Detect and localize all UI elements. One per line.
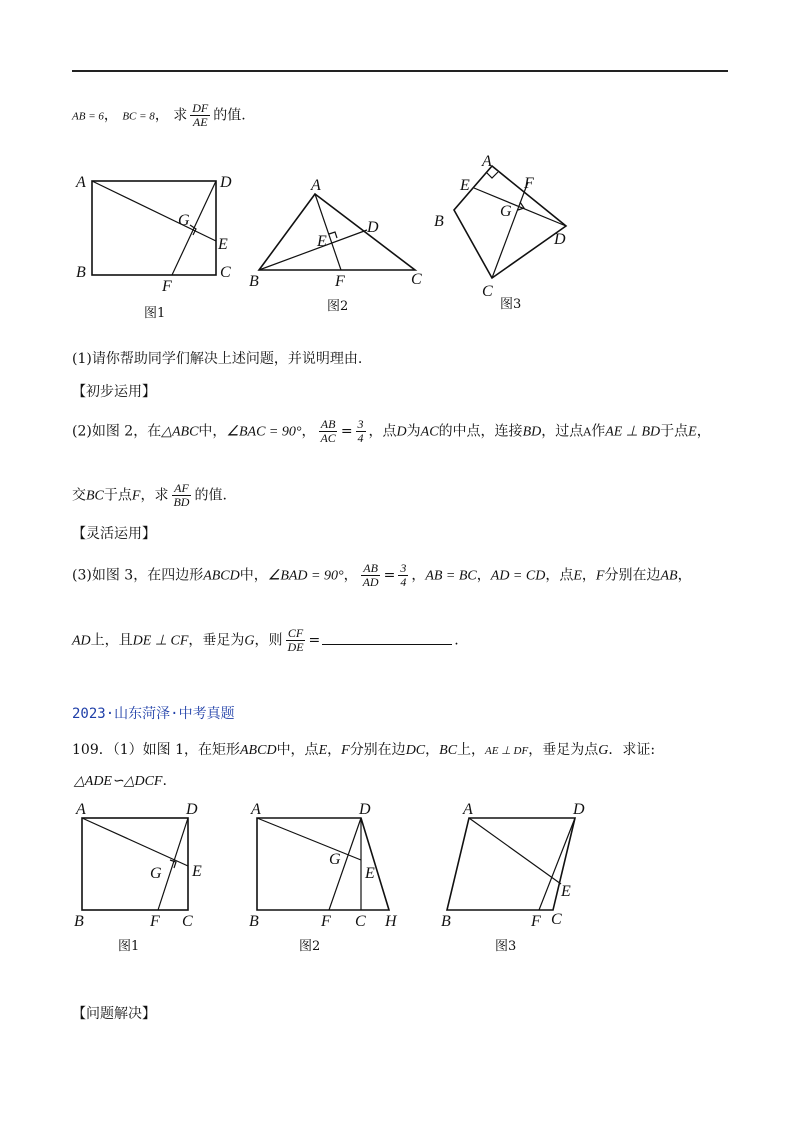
label-b: B [434,213,444,230]
parallelogram-abcd [447,818,575,910]
q2-text: 的值. [194,487,227,504]
quadrilateral-abcd [454,166,566,278]
label-a: A [463,801,473,818]
caption-fig3: 图3 [500,297,522,312]
label-g: G [150,865,162,882]
q2-text: ，过点 [541,423,584,440]
q2-point: F [131,488,141,504]
q2-text: 作 [591,423,606,440]
label-g: G [329,851,341,868]
label-a: A [311,177,321,194]
q2-angle: ∠BAC = 90° [226,424,302,440]
label-f: F [335,273,345,290]
frac-num: AB [320,417,336,431]
q109-perp: AE ⊥ DF [485,745,529,757]
q2-text: ， [696,423,711,440]
q2-fraction-ab-ac [318,418,337,445]
q3-text: 中， [239,567,268,584]
label-f: F [321,913,331,930]
q2-text: 于点 [660,423,689,440]
fraction-df-ae [190,102,210,129]
label-e: E [317,233,327,250]
frac-den: 4 [357,431,364,445]
label-c: C [220,264,231,281]
frac-num: 3 [357,417,364,431]
label-f: F [162,278,172,295]
label-a: A [76,174,86,191]
answer-blank[interactable] [322,630,452,645]
q2-text: ，求 [140,487,169,504]
q3-text: . [454,632,459,649]
question-3-line-2 [72,627,459,654]
frac-num: CF [287,626,304,640]
label-g: G [178,212,190,229]
q2-fraction-af-bd [171,482,191,509]
frac-den: AD [362,575,379,589]
label-c: C [411,271,422,288]
label-d: D [573,801,585,818]
segment-ae [257,818,361,860]
q3-text: = [308,632,321,649]
q3-text: ， [343,567,358,584]
q2-segment: AC [420,424,439,440]
q109-text: 上， [457,742,486,758]
ask-prefix: 求 [173,107,188,124]
q2-eq: = [340,423,353,440]
top-figure-2 [245,170,435,320]
label-c: C [551,911,562,928]
label-e: E [218,236,228,253]
q2-point: E [688,424,697,440]
label-c: C [482,283,493,300]
bottom-figure-2 [245,798,425,958]
q2-segment: BC [86,488,104,504]
q2-text: ，点 [368,423,397,440]
given-ab: AB = 6 [72,110,104,123]
caption-fig2: 图2 [327,299,349,314]
q2-perp: AE ⊥ BD [605,424,661,440]
q3-segment: AB [660,568,678,584]
tag-problem: 【问题解决】 [72,1006,156,1022]
q3-fraction-cf-de [286,627,306,654]
label-a: A [482,153,492,170]
label-d: D [367,219,379,236]
q3-eq: = [383,567,396,584]
right-angle-mark-a [486,172,498,178]
label-f: F [524,175,534,192]
q3-text: (3)如图 3，在四边形 [72,567,204,584]
label-a: A [251,801,261,818]
question-109-line-2 [74,771,167,792]
bottom-figure-3 [435,798,615,958]
q3-angle: ∠BAD = 90° [267,568,344,584]
label-c: C [182,913,193,930]
label-e: E [365,865,375,882]
given-bc: BC = 8 [122,110,155,123]
label-b: B [76,264,86,281]
label-b: B [249,913,259,930]
top-figure-3 [430,150,600,315]
segment-ae [82,818,188,866]
caption-fig3: 图3 [495,939,517,954]
q3-text: ， [581,567,596,584]
q2-point: A [583,425,592,439]
q3-fraction-3-4 [398,562,408,589]
tag-initial: 【初步运用】 [72,384,156,400]
label-c: C [355,913,366,930]
q109-similar: △ADE∽△DCF [74,774,163,789]
q109-text: ， [327,742,342,758]
question-1: (1)请你帮助同学们解决上述问题，并说明理由. [72,351,363,367]
label-d: D [554,231,566,248]
caption-fig2: 图2 [299,939,321,954]
q3-equation: AB = BC [425,568,477,584]
segment-ed [474,188,566,226]
q3-point: E [573,568,582,584]
label-g: G [500,203,512,220]
label-b: B [249,273,259,290]
q2-text: ， [301,423,316,440]
q2-text: 中， [198,423,227,440]
label-e: E [561,883,571,900]
q3-perp: DE ⊥ CF [132,633,189,649]
q2-text: 为 [406,423,421,440]
segment-ae [469,818,561,884]
rectangle-abcd [82,818,188,910]
header-rule [72,70,728,72]
frac-den: 4 [400,575,407,589]
frac-num: DF [192,101,209,115]
q3-point: G [244,633,255,649]
q2-fraction-3-4 [356,418,366,445]
q109-text: . [162,773,167,789]
trapezoid-abhd [257,818,389,910]
q3-equation: AD = CD [490,568,546,584]
rectangle-abcd [92,181,216,275]
label-f: F [531,913,541,930]
label-f: F [150,913,160,930]
question-2-line-2 [72,482,227,509]
q109-text: 中，点 [276,742,319,758]
q2-text: 于点 [103,487,132,504]
q3-text: 上，且 [90,632,133,649]
frac-num: AB [363,561,378,575]
q3-text: ， [677,567,692,584]
bottom-figure-1 [70,798,230,958]
label-e: E [460,177,470,194]
q3-fraction-ab-ad [361,562,381,589]
q109-point: F [341,743,350,758]
frac-den: BD [173,495,190,509]
q2-point: D [396,424,407,440]
intro-line: AB = 6， BC = 8， 求 $\frac{DF}{AE}$ 的值. [72,101,246,129]
q109-segment: BC [439,743,458,758]
q2-text: 交 [72,487,86,504]
q3-segment: AD [72,633,91,649]
q2-text: 的中点，连接 [438,423,523,440]
segment-bd [259,230,367,270]
segment-ae [92,181,216,241]
top-figure-1 [70,165,250,325]
q109-text: 分别在边 [349,742,406,758]
q2-text: (2)如图 2，在 [72,423,162,440]
frac-num: AF [174,481,189,495]
q109-point: E [318,743,328,758]
q2-triangle: △ABC [161,424,199,440]
label-b: B [74,913,84,930]
q3-text: ，则 [254,632,283,649]
label-d: D [359,801,371,818]
frac-num: 3 [400,561,407,575]
label-e: E [192,863,202,880]
label-h: H [385,913,397,930]
segment-cf [492,182,528,278]
q109-text: 109．（1）如图 1，在矩形 [72,742,240,758]
label-d: D [186,801,198,818]
tag-flexible: 【灵活运用】 [72,526,156,542]
q109-text: ．求证: [608,742,656,758]
section-heading: 2023·山东菏泽·中考真题 [72,706,235,722]
frac-den: AE [192,115,208,129]
label-d: D [220,174,232,191]
q3-text: 分别在边 [604,567,661,584]
q109-text: ，垂足为点 [528,742,599,758]
question-2-line-1 [72,418,711,445]
q109-rect: ABCD [240,743,277,758]
q3-quad: ABCD [203,568,240,584]
q109-segment: DC [405,743,426,758]
question-109-line-1 [72,740,655,761]
q2-segment: BD [522,424,542,440]
caption-fig1: 图1 [144,306,166,321]
q3-text: ，垂足为 [188,632,245,649]
q3-text: ， [476,567,491,584]
q3-text: ， [411,567,426,584]
q109-text: ， [425,742,440,758]
ask-suffix: 的值. [213,107,246,124]
label-a: A [76,801,86,818]
frac-den: DE [287,640,304,654]
q109-point: G [598,743,609,758]
q3-point: F [595,568,605,584]
segment-af [315,194,341,270]
label-b: B [441,913,451,930]
frac-den: AC [320,431,336,445]
question-3-line-1 [72,562,692,589]
q3-text: ，点 [545,567,574,584]
caption-fig1: 图1 [118,939,140,954]
